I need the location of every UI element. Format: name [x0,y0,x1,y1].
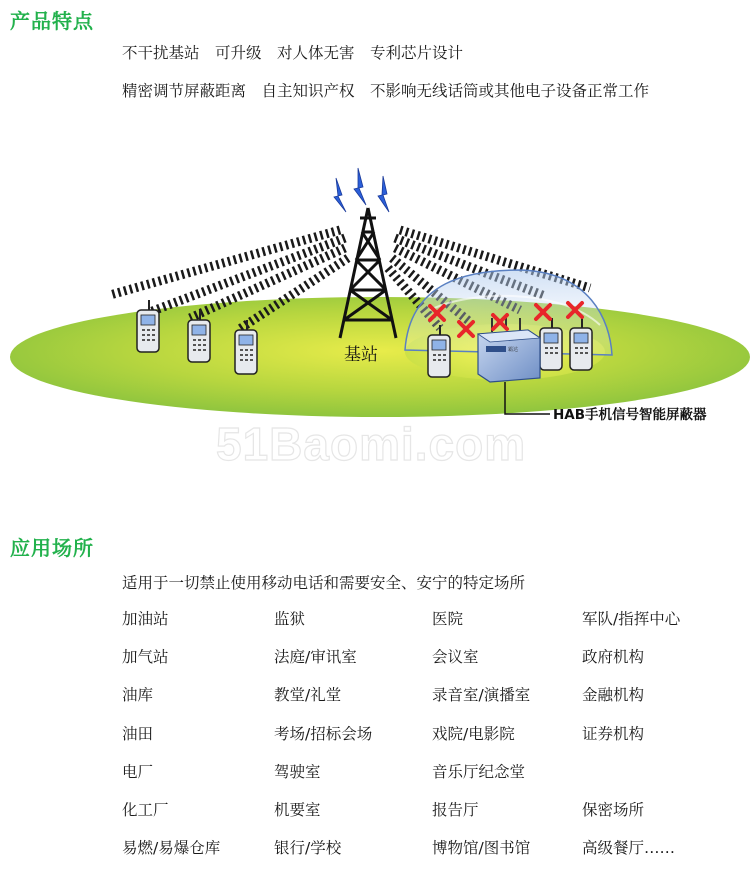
venue-item: 加气站 [122,648,169,667]
venue-item: 会议室 [432,648,479,667]
ground-area [10,297,750,417]
venue-item: 电厂 [122,762,154,781]
venue-list [122,607,732,874]
venue-item [582,760,732,798]
venue-item: 银行/学校 [274,839,342,858]
features-heading: 产品特点 [10,9,94,33]
base-station-tower [340,208,396,338]
applications-intro: 适用于一切禁止使用移动电话和需要安全、安宁的特定场所 [122,574,526,592]
feature-line-1: 不干扰基站 可升级 对人体无害 专利芯片设计 [122,44,464,62]
watermark: 51Baomi.com [216,418,527,470]
venue-item: 军队/指挥中心 [582,610,681,628]
tower-label: 基站 [344,345,378,365]
venue-item: 政府机构 [582,648,645,667]
venue-item: 医院 [432,610,464,628]
venue-item: 油库 [122,686,154,705]
venue-item: 录音室/演播室 [432,686,531,705]
venue-item: 驾驶室 [274,762,321,781]
venue-item: 易燃/易爆仓库 [122,839,221,858]
venue-item: 油田 [122,724,154,743]
venue-item: 金融机构 [582,686,645,705]
device-label: HAB手机信号智能屏蔽器 [553,407,707,423]
venue-item: 保密场所 [582,800,645,819]
venue-item: 考场/招标会场 [274,724,373,743]
applications-heading: 应用场所 [10,536,94,560]
venue-item: 音乐厅纪念堂 [432,762,526,781]
device-brand-text: 霸达 [508,347,519,353]
venue-item: 监狱 [274,610,306,628]
signal-bolt-icons [334,168,389,212]
venue-item: 博物馆/图书馆 [432,839,531,858]
venue-item: 加油站 [122,610,169,628]
venue-item: 法庭/审讯室 [274,648,357,667]
venue-item: 高级餐厅…… [582,839,676,858]
venue-item: 化工厂 [122,800,169,819]
feature-line-2: 精密调节屏蔽距离 自主知识产权 不影响无线话筒或其他电子设备正常工作 [122,82,650,100]
venue-item: 戏院/电影院 [432,724,515,743]
signal-blocking-diagram [0,160,750,490]
venue-item: 证券机构 [582,724,645,743]
venue-item: 报告厅 [432,800,479,819]
venue-item: 机要室 [274,800,321,819]
mobile-phone-icon [137,300,159,352]
venue-item: 教堂/礼堂 [274,686,342,705]
